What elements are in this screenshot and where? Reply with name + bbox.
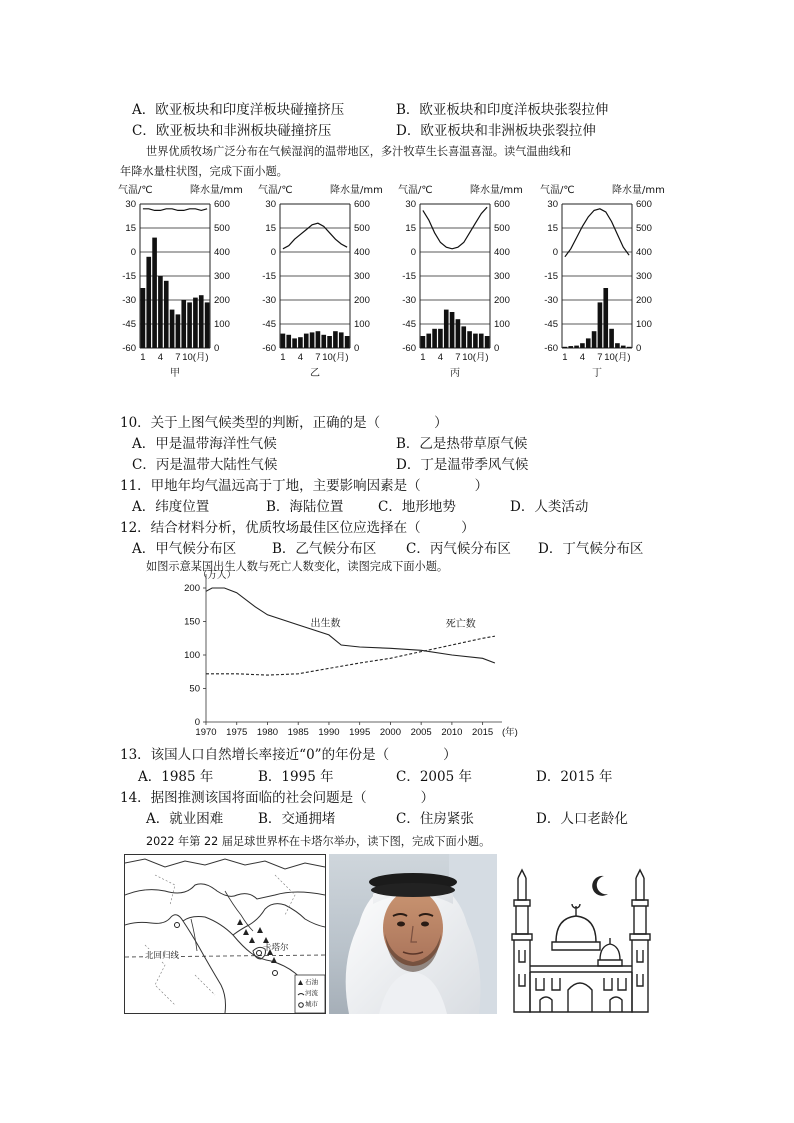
q10-option-d: D．丁是温带季风气候 <box>396 457 529 473</box>
precip-bar <box>316 331 321 348</box>
climate-chart-3 <box>398 183 523 379</box>
precip-bar <box>568 346 573 348</box>
temp-tick-label: -30 <box>122 295 136 306</box>
precip-bar <box>456 319 461 348</box>
precip-bar <box>615 343 620 348</box>
y-tick-label: 0 <box>194 717 200 728</box>
precip-bar <box>141 288 146 348</box>
climate-chart-4 <box>540 183 665 379</box>
temp-axis-title: 气温/℃ <box>258 185 293 196</box>
temp-tick-label: -45 <box>122 319 136 330</box>
precip-bar <box>574 346 579 348</box>
x-unit-label: (年) <box>502 727 518 738</box>
month-tick-label: 10(月) <box>322 352 349 363</box>
precip-axis-title: 降水量/mm <box>190 185 243 196</box>
month-tick-label: 4 <box>437 352 444 363</box>
precip-axis-title: 降水量/mm <box>470 185 523 196</box>
precip-bar <box>450 312 455 348</box>
precip-tick-label: 400 <box>494 247 510 258</box>
climate-charts <box>110 180 670 380</box>
q12-option-c: C．丙气候分布区 <box>406 541 511 557</box>
temp-tick-label: -45 <box>402 319 416 330</box>
precip-bar <box>421 336 426 348</box>
month-tick-label: 4 <box>579 352 586 363</box>
tropic-label: 北回归线 <box>145 951 180 961</box>
q9-option-d: D．欧亚板块和非洲板块张裂拉伸 <box>396 123 596 139</box>
precip-tick-label: 600 <box>636 199 652 210</box>
temp-tick-label: -15 <box>544 271 558 282</box>
climate-intro-line2: 年降水量柱状图，完成下面小题。 <box>120 165 288 178</box>
mosque-drawing <box>500 854 670 1014</box>
q12-option-a: A．甲气候分布区 <box>132 541 237 557</box>
q13-option-b: B．1995 年 <box>258 769 334 785</box>
temp-axis-title: 气温/℃ <box>118 185 153 196</box>
temp-tick-label: -15 <box>402 271 416 282</box>
month-tick-label: 1 <box>280 352 286 363</box>
births-series-label: 出生数 <box>310 618 341 630</box>
precip-bar <box>158 276 163 348</box>
legend-city: 城市 <box>305 1000 318 1008</box>
q9-option-a: A．欧亚板块和印度洋板块碰撞挤压 <box>132 102 345 118</box>
question-14: 14．据图推测该国将面临的社会问题是（ ） <box>120 790 435 806</box>
precip-tick-label: 200 <box>214 295 230 306</box>
precip-tick-label: 600 <box>354 199 370 210</box>
precip-bar <box>333 331 338 348</box>
q11-option-a: A．纬度位置 <box>132 499 210 515</box>
arab-man-photo <box>329 854 497 1014</box>
precip-tick-label: 300 <box>214 271 230 282</box>
precip-bar <box>479 334 484 348</box>
climate-intro-line1: 世界优质牧场广泛分布在气候湿润的温带地区，多汁牧草生长喜温喜湿。读气温曲线和 <box>146 145 572 158</box>
temp-tick-label: -60 <box>122 343 136 354</box>
middle-east-map <box>124 854 326 1014</box>
q12-option-b: B．乙气候分布区 <box>272 541 377 557</box>
month-tick-label: 1 <box>562 352 568 363</box>
x-tick-label: 2010 <box>441 727 463 738</box>
temp-tick-label: 0 <box>270 247 276 258</box>
q10-option-a: A．甲是温带海洋性气候 <box>132 436 277 452</box>
precip-tick-label: 500 <box>636 223 652 234</box>
temp-tick-label: 0 <box>130 247 136 258</box>
climate-chart-2 <box>258 183 383 379</box>
precip-bar <box>205 302 210 348</box>
month-tick-label: 7 <box>597 352 603 363</box>
temp-tick-label: 15 <box>265 223 276 234</box>
precip-bar <box>298 337 303 348</box>
q14-option-a: A．就业困难 <box>146 811 224 827</box>
question-13: 13．该国人口自然增长率接近“0”的年份是（ ） <box>120 747 457 763</box>
precip-bar <box>176 314 181 348</box>
precip-bar <box>467 331 472 348</box>
x-tick-label: 1995 <box>349 727 371 738</box>
q13-option-a: A．1985 年 <box>138 769 214 785</box>
temperature-curve <box>143 209 207 211</box>
temp-tick-label: 15 <box>405 223 416 234</box>
temp-tick-label: -30 <box>262 295 276 306</box>
temp-tick-label: 30 <box>265 199 276 210</box>
month-tick-label: 7 <box>175 352 181 363</box>
precip-tick-label: 300 <box>354 271 370 282</box>
precip-tick-label: 100 <box>214 319 230 330</box>
precip-bar <box>485 336 490 348</box>
precip-bar <box>426 334 431 348</box>
precip-tick-label: 400 <box>354 247 370 258</box>
qatar-intro: 2022 年第 22 届足球世界杯在卡塔尔举办，读下图，完成下面小题。 <box>146 835 491 848</box>
month-tick-label: 4 <box>297 352 304 363</box>
climate-chart-name: 乙 <box>310 368 320 379</box>
precip-tick-label: 0 <box>354 343 360 354</box>
q14-option-b: B．交通拥堵 <box>258 811 336 827</box>
precip-tick-label: 600 <box>494 199 510 210</box>
q9-option-b: B．欧亚板块和印度洋板块张裂拉伸 <box>396 102 609 118</box>
month-tick-label: 7 <box>315 352 321 363</box>
precip-tick-label: 400 <box>214 247 230 258</box>
temp-tick-label: 30 <box>125 199 136 210</box>
temperature-curve <box>283 223 347 249</box>
temp-tick-label: 15 <box>125 223 136 234</box>
y-tick-label: 200 <box>184 583 200 594</box>
legend-oil: 石油 <box>305 978 318 986</box>
precip-bar <box>598 302 603 348</box>
temp-tick-label: -15 <box>262 271 276 282</box>
x-tick-label: 1985 <box>287 727 309 738</box>
month-tick-label: 4 <box>157 352 164 363</box>
precip-tick-label: 100 <box>494 319 510 330</box>
q12-option-d: D．丁气候分布区 <box>538 541 644 557</box>
y-tick-label: 150 <box>184 616 200 628</box>
q10-option-c: C．丙是温带大陆性气候 <box>132 457 278 473</box>
precip-bar <box>621 346 626 348</box>
x-tick-label: 1970 <box>195 727 217 738</box>
population-chart <box>178 566 523 742</box>
precip-tick-label: 600 <box>214 199 230 210</box>
month-tick-label: 10(月) <box>182 352 209 363</box>
precip-tick-label: 300 <box>636 271 652 282</box>
temp-tick-label: -30 <box>544 295 558 306</box>
precip-axis-title: 降水量/mm <box>612 185 665 196</box>
precip-bar <box>444 310 449 348</box>
q9-option-c: C．欧亚板块和非洲板块碰撞挤压 <box>132 123 332 139</box>
precip-tick-label: 500 <box>354 223 370 234</box>
q11-option-d: D．人类活动 <box>510 499 589 515</box>
precip-bar <box>586 338 591 348</box>
q11-option-c: C．地形地势 <box>378 499 456 515</box>
q11-option-b: B．海陆位置 <box>266 499 344 515</box>
precip-tick-label: 0 <box>494 343 500 354</box>
x-tick-label: 1980 <box>256 727 279 738</box>
population-intro: 如图示意某国出生人数与死亡人数变化，读图完成下面小题。 <box>146 560 449 573</box>
precip-bar <box>292 338 297 348</box>
precip-bar <box>286 335 291 348</box>
temp-tick-label: -30 <box>402 295 416 306</box>
precip-tick-label: 500 <box>214 223 230 234</box>
temp-tick-label: 0 <box>410 247 416 258</box>
precip-bar <box>170 310 175 348</box>
precip-tick-label: 200 <box>354 295 370 306</box>
q14-option-c: C．住房紧张 <box>396 811 474 827</box>
climate-chart-name: 丙 <box>450 368 460 379</box>
x-tick-label: 2000 <box>379 727 401 738</box>
precip-bar <box>281 334 286 348</box>
precip-bar <box>181 300 186 348</box>
precip-bar <box>603 288 608 348</box>
precip-bar <box>304 334 309 348</box>
precip-bar <box>187 302 192 348</box>
precip-bar <box>345 336 350 348</box>
map-graphic <box>125 855 325 1013</box>
q13-option-d: D．2015 年 <box>536 769 613 785</box>
y-tick-label: 100 <box>184 650 200 661</box>
month-tick-label: 10(月) <box>462 352 489 363</box>
climate-chart-name: 丁 <box>592 368 602 379</box>
precip-bar <box>580 343 585 348</box>
month-tick-label: 10(月) <box>604 352 631 363</box>
precip-bar <box>199 295 204 348</box>
crescent-moon-icon <box>592 876 608 896</box>
q13-option-c: C．2005 年 <box>396 769 472 785</box>
precip-bar <box>321 335 326 348</box>
person-illustration <box>329 854 497 1014</box>
temp-tick-label: -60 <box>544 343 558 354</box>
deaths-line <box>206 636 495 675</box>
temp-tick-label: -15 <box>122 271 136 282</box>
qatar-label: 卡塔尔 <box>263 943 289 953</box>
temp-tick-label: -45 <box>544 319 558 330</box>
precip-bar <box>563 347 568 348</box>
x-tick-label: 2015 <box>472 727 494 738</box>
precip-bar <box>473 334 478 348</box>
temp-tick-label: -60 <box>262 343 276 354</box>
month-tick-label: 7 <box>455 352 461 363</box>
precip-bar <box>592 331 597 348</box>
temp-tick-label: 15 <box>547 223 558 234</box>
deaths-series-label: 死亡数 <box>445 618 476 630</box>
precip-axis-title: 降水量/mm <box>330 185 383 196</box>
precip-tick-label: 0 <box>636 343 642 354</box>
precip-bar <box>438 329 443 348</box>
precip-bar <box>310 332 315 348</box>
q10-option-b: B．乙是热带草原气候 <box>396 436 528 452</box>
precip-tick-label: 100 <box>636 319 652 330</box>
precip-bar <box>327 336 332 348</box>
temp-tick-label: -45 <box>262 319 276 330</box>
precip-bar <box>461 326 466 348</box>
precip-bar <box>152 238 157 348</box>
precip-bar <box>339 332 344 348</box>
question-10: 10．关于上图气候类型的判断，正确的是（ ） <box>120 415 448 431</box>
precip-tick-label: 400 <box>636 247 652 258</box>
y-tick-label: 50 <box>189 683 200 695</box>
temp-axis-title: 气温/℃ <box>398 185 433 196</box>
precip-bar <box>627 347 632 348</box>
precip-tick-label: 0 <box>214 343 220 354</box>
legend-river: 河流 <box>305 989 318 997</box>
precip-tick-label: 200 <box>494 295 510 306</box>
question-12: 12．结合材料分析，优质牧场最佳区位应选择在（ ） <box>120 520 475 536</box>
y-unit-label: （万人） <box>198 570 237 581</box>
precip-bar <box>609 329 614 348</box>
temp-axis-title: 气温/℃ <box>540 185 575 196</box>
temperature-curve <box>565 209 629 257</box>
precip-tick-label: 100 <box>354 319 370 330</box>
precip-bar <box>146 257 151 348</box>
precip-bar <box>164 281 169 348</box>
precip-tick-label: 300 <box>494 271 510 282</box>
precip-bar <box>193 298 198 348</box>
climate-chart-name: 甲 <box>170 368 180 379</box>
precip-tick-label: 500 <box>494 223 510 234</box>
climate-chart-1 <box>118 183 243 379</box>
mosque-illustration <box>500 854 670 1014</box>
temp-tick-label: 0 <box>552 247 558 258</box>
precip-bar <box>432 329 437 348</box>
month-tick-label: 1 <box>140 352 146 363</box>
x-tick-label: 1990 <box>318 727 340 738</box>
x-tick-label: 1975 <box>226 727 248 738</box>
temp-tick-label: 30 <box>405 199 416 210</box>
temp-tick-label: -60 <box>402 343 416 354</box>
x-tick-label: 2005 <box>410 727 432 738</box>
precip-tick-label: 200 <box>636 295 652 306</box>
question-11: 11．甲地年均气温远高于丁地，主要影响因素是（ ） <box>120 478 489 494</box>
q14-option-d: D．人口老龄化 <box>536 811 628 827</box>
month-tick-label: 1 <box>420 352 426 363</box>
temp-tick-label: 30 <box>547 199 558 210</box>
